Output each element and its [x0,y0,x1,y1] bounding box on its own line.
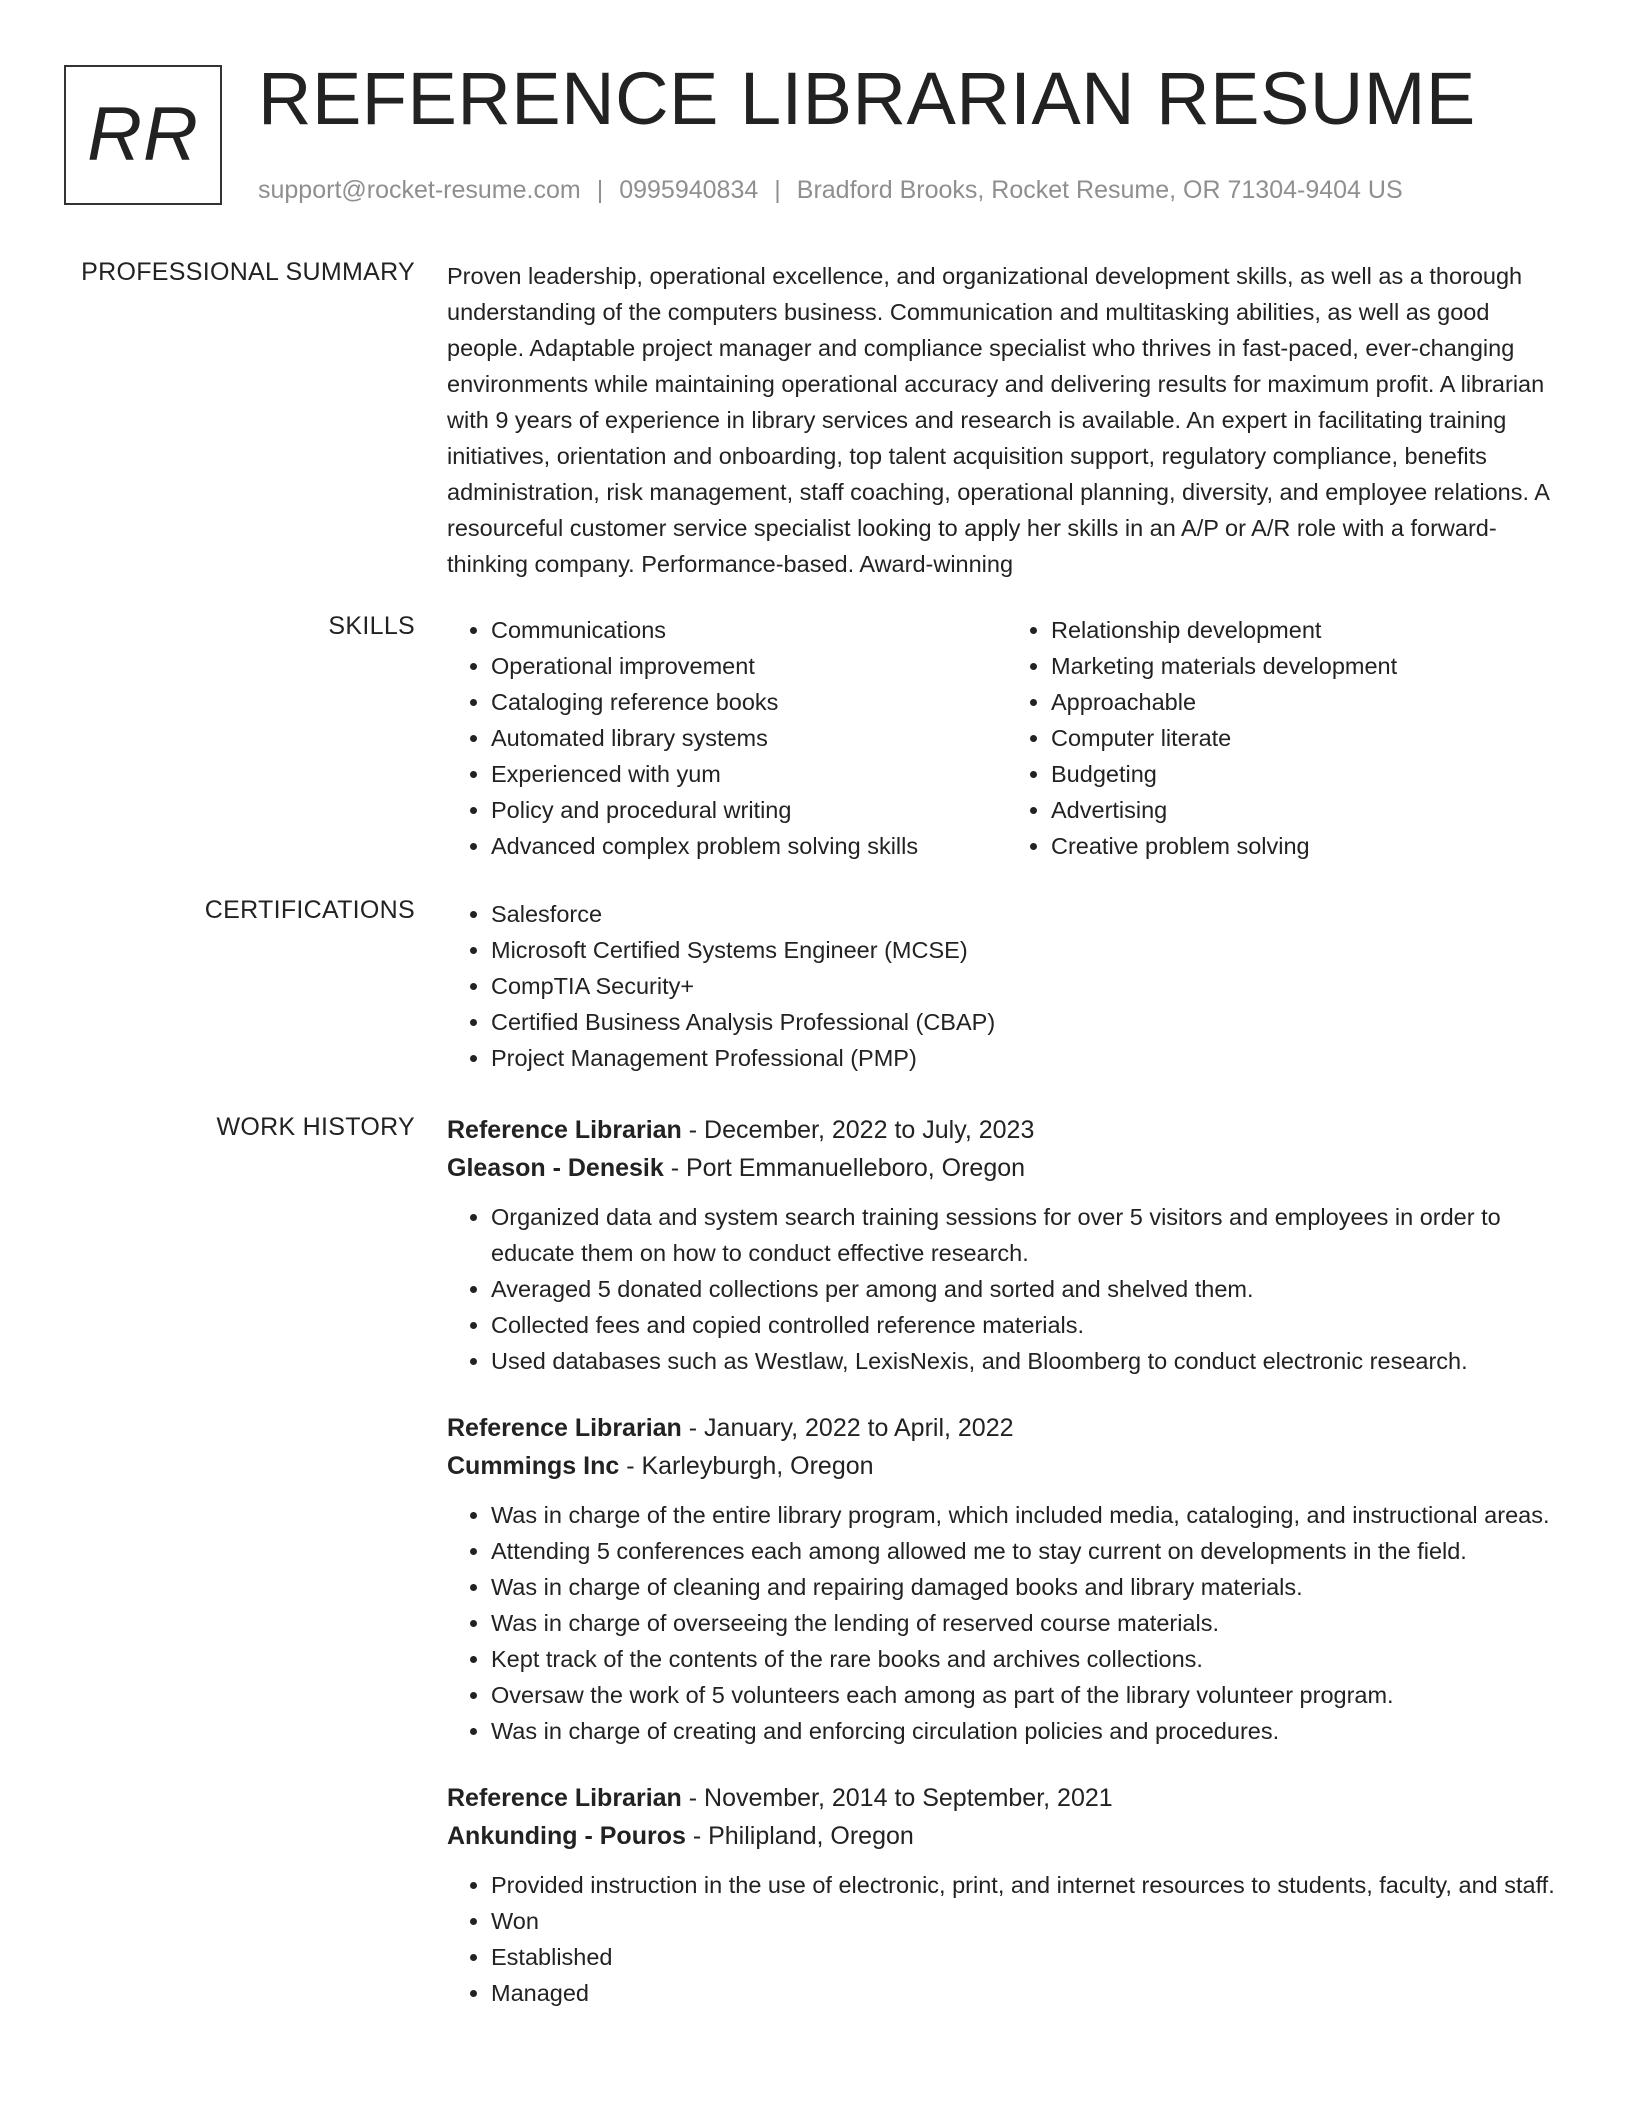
skills-list-right [1007,612,1567,864]
section-label-work-history: WORK HISTORY [216,1113,415,1141]
skills-content [447,612,1567,864]
job-bullet: • Organized data and system search training sessions for over 5 visitors and employees in order to educate them on how to conduct effective research. [491,1199,1567,1271]
skill-item: • Cataloging reference books [491,684,1007,720]
certification-item: • CompTIA Security+ [491,968,1567,1004]
job-title-line [447,1111,1567,1149]
summary-content [447,258,1567,582]
job-bullet: • Used databases such as Westlaw, LexisNexis, and Bloomberg to conduct electronic research. [491,1343,1567,1379]
skill-item: • Experienced with yum [491,756,1007,792]
job-title-line [447,1779,1567,1817]
monogram-box [64,65,222,205]
skill-item: • Policy and procedural writing [491,792,1007,828]
job-title: Reference Librarian [447,1414,682,1442]
job-bullet: • Attending 5 conferences each among allowed me to stay current on developments in the field. [491,1533,1567,1569]
skill-item: • Marketing materials development [1051,648,1567,684]
job-bullet: • Provided instruction in the use of electronic, print, and internet resources to students, faculty, and staff. [491,1867,1567,1903]
job-bullet: • Kept track of the contents of the rare books and archives collections. [491,1641,1567,1677]
skill-item: • Computer literate [1051,720,1567,756]
certification-item: • Certified Business Analysis Professional (CBAP) [491,1004,1567,1040]
skill-item: • Creative problem solving [1051,828,1567,864]
skill-item: • Budgeting [1051,756,1567,792]
job-company-line [447,1149,1567,1187]
skill-item: • Relationship development [1051,612,1567,648]
contact-email: support@rocket-resume.com [258,176,581,204]
certification-item: • Salesforce [491,896,1567,932]
job-title: Reference Librarian [447,1784,682,1812]
section-label-certifications: CERTIFICATIONS [204,896,415,924]
skills-grid [447,612,1567,864]
job-company: Cummings Inc [447,1452,620,1480]
job-bullet: • Collected fees and copied controlled reference materials. [491,1307,1567,1343]
job-bullet: • Managed [491,1975,1567,2011]
job-bullet: • Was in charge of cleaning and repairing damaged books and library materials. [491,1569,1567,1605]
job-dates: - January, 2022 to April, 2022 [681,1414,1014,1442]
job-dates: - November, 2014 to September, 2021 [681,1784,1113,1812]
skill-item: • Advanced complex problem solving skills [491,828,1007,864]
certifications-list [447,896,1567,1076]
certification-item: • Project Management Professional (PMP) [491,1040,1567,1076]
job-entry [447,1779,1567,2011]
resume-title: REFERENCE LIBRARIAN RESUME [258,57,1476,140]
skills-list-left [447,612,1007,864]
section-label-summary: PROFESSIONAL SUMMARY [81,258,415,286]
job-dates: - December, 2022 to July, 2023 [681,1116,1035,1144]
job-title-line [447,1409,1567,1447]
skill-item: • Communications [491,612,1007,648]
job-company: Gleason - Denesik [447,1154,664,1182]
certification-item: • Microsoft Certified Systems Engineer (MCSE) [491,932,1567,968]
job-bullets [447,1497,1567,1749]
contact-separator: | [774,176,781,204]
contact-line [258,176,1403,205]
job-title: Reference Librarian [447,1116,682,1144]
job-bullet: • Was in charge of creating and enforcing circulation policies and procedures. [491,1713,1567,1749]
skill-item: • Approachable [1051,684,1567,720]
job-bullet: • Averaged 5 donated collections per among and sorted and shelved them. [491,1271,1567,1307]
job-company-line [447,1817,1567,1855]
job-company-line [447,1447,1567,1485]
skill-item: • Automated library systems [491,720,1007,756]
job-bullets [447,1867,1567,2011]
job-bullet: • Won [491,1903,1567,1939]
job-bullet: • Was in charge of the entire library program, which included media, cataloging, and instructional areas. [491,1497,1567,1533]
job-bullet: • Oversaw the work of 5 volunteers each among as part of the library volunteer program. [491,1677,1567,1713]
job-location: - Philipland, Oregon [685,1822,914,1850]
summary-text: Proven leadership, operational excellence, and organizational development skills, as well as a thorough understanding of the computers business. Communication and multitasking abilities, as well as good people. Adaptable project manager and compliance specialist who thrives in fast-paced, ever-changing environments while maintaining operational accuracy and delivering results for maximum profit. A librarian with 9 years of experience in library services and research is available. An expert in facilitating training initiatives, orientation and onboarding, top talent acquisition support, regulatory compliance, benefits administration, risk management, staff coaching, operational planning, diversity, and employee relations. A resourceful customer service specialist looking to apply her skills in an A/P or A/R role with a forward-thinking company. Performance-based. Award-winning [447,263,1549,577]
monogram-initials: RR [87,92,199,177]
certifications-content [447,896,1567,1076]
contact-separator: | [596,176,604,204]
job-entry [447,1111,1567,1379]
job-bullet: • Established [491,1939,1567,1975]
job-bullet: • Was in charge of overseeing the lending of reserved course materials. [491,1605,1567,1641]
section-label-skills: SKILLS [328,612,415,640]
skill-item: • Operational improvement [491,648,1007,684]
job-location: - Karleyburgh, Oregon [619,1452,874,1480]
contact-phone: 0995940834 [619,176,759,204]
job-location: - Port Emmanuelleboro, Oregon [663,1154,1026,1182]
work-history-content [447,1111,1567,2041]
job-company: Ankunding - Pouros [447,1822,686,1850]
job-entry [447,1409,1567,1749]
job-bullets [447,1199,1567,1379]
contact-address: Bradford Brooks, Rocket Resume, OR 71304-9404 US [796,176,1403,204]
skill-item: • Advertising [1051,792,1567,828]
